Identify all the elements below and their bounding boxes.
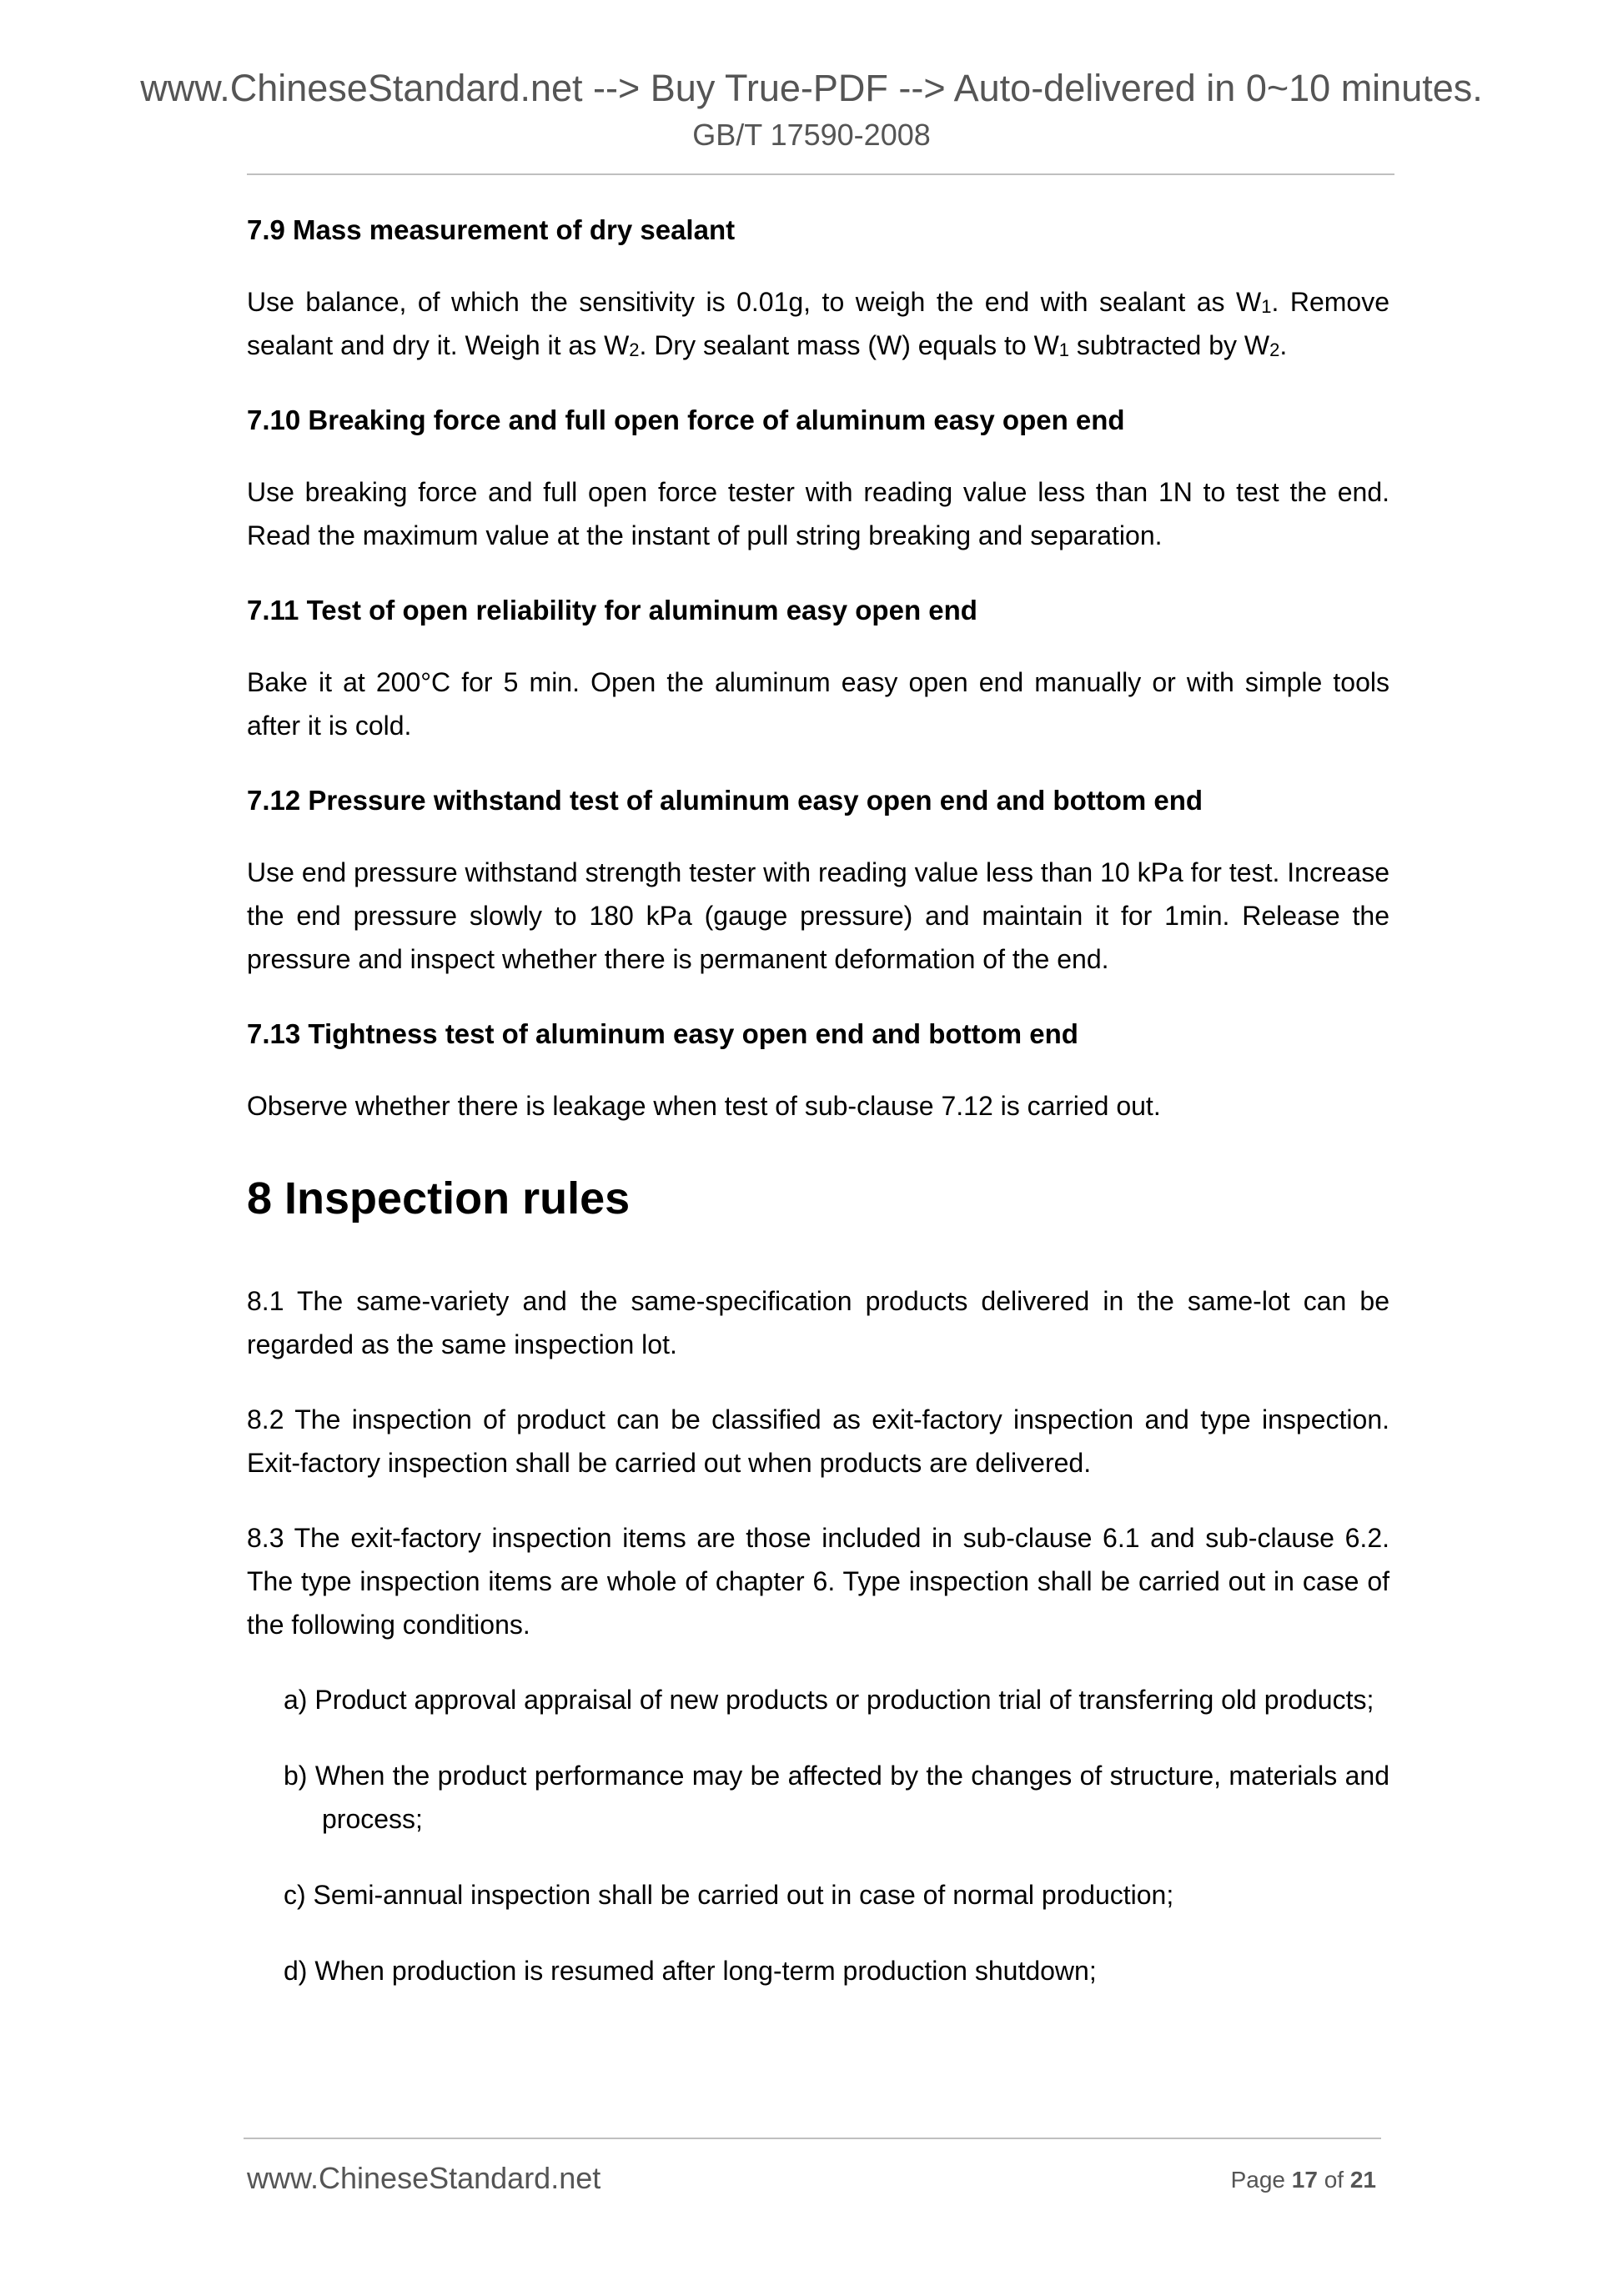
clause-7-13-heading: 7.13 Tightness test of aluminum easy open end and bottom end: [247, 1018, 1078, 1049]
list-item-a: a) Product approval appraisal of new products or production trial of transferring old products;: [284, 1685, 1374, 1715]
standard-code: GB/T 17590-2008: [692, 118, 931, 152]
list-item-b: b) When the product performance may be affected by the changes of structure, materials and process;: [284, 1761, 1389, 1834]
clause-7-9-text-5: .: [1279, 330, 1288, 360]
header-banner-link[interactable]: www.ChineseStandard.net --> Buy True-PDF --> Auto-delivered in 0~10 minutes.: [140, 67, 1483, 109]
page-of: of: [1324, 2167, 1344, 2193]
clause-7-9-text-4: subtracted by W: [1069, 330, 1270, 360]
clause-8-1: 8.1 The same-variety and the same-specification products delivered in the same-lot can be regarded as the same inspection lot.: [247, 1286, 1389, 1359]
page-current: 17: [1291, 2167, 1318, 2193]
clause-7-12-body: Use end pressure withstand strength tester with reading value less than 10 kPa for test. Increase the end pressure slowly to 180 kPa (gauge pressure) and maintain it for 1min. Release the pressure and inspect whether there is permanent deformation of the end.: [247, 857, 1389, 974]
clause-7-12-heading: 7.12 Pressure withstand test of aluminum easy open end and bottom end: [247, 785, 1203, 816]
header-divider: [247, 173, 1394, 175]
subscript-4: 2: [1269, 339, 1280, 360]
page-total: 21: [1349, 2167, 1376, 2193]
subscript-3: 1: [1058, 339, 1070, 360]
clause-7-9-heading: 7.9 Mass measurement of dry sealant: [247, 214, 736, 245]
clause-7-10-heading: 7.10 Breaking force and full open force of aluminum easy open end: [247, 404, 1125, 435]
subscript-2: 2: [629, 339, 640, 360]
chapter-8-heading: 8 Inspection rules: [247, 1173, 631, 1223]
list-item-c: c) Semi-annual inspection shall be carried out in case of normal production;: [284, 1880, 1174, 1910]
clause-7-11-heading: 7.11 Test of open reliability for aluminum easy open end: [247, 595, 977, 625]
clause-7-10-body: Use breaking force and full open force tester with reading value less than 1N to test the end. Read the maximum value at the instant of pull string breaking and separation.: [247, 477, 1389, 550]
footer-divider: [244, 2138, 1381, 2139]
page-label: Page: [1230, 2167, 1285, 2193]
document-body: [247, 208, 1389, 2025]
clause-7-9-body: [247, 280, 1389, 367]
subscript-1: 1: [1261, 296, 1272, 317]
clause-7-9-text-1: Use balance, of which the sensitivity is 0.01g, to weigh the end with sealant as W: [247, 287, 1262, 317]
clause-8-2: 8.2 The inspection of product can be classified as exit-factory inspection and type inspection. Exit-factory inspection shall be carried out when products are delivered.: [247, 1404, 1389, 1478]
clause-7-9-text-3: . Dry sealant mass (W) equals to W: [639, 330, 1059, 360]
page-indicator: [1231, 2165, 1376, 2195]
clause-8-3: 8.3 The exit-factory inspection items are those included in sub-clause 6.1 and sub-clause 6.2. The type inspection items are whole of chapter 6. Type inspection shall be carried out in case of the following conditions.: [247, 1523, 1389, 1640]
clause-7-11-body: Bake it at 200°C for 5 min. Open the aluminum easy open end manually or with simple tools after it is cold.: [247, 667, 1389, 741]
footer-site-link[interactable]: www.ChineseStandard.net: [247, 2161, 601, 2195]
clause-7-13-body: Observe whether there is leakage when test of sub-clause 7.12 is carried out.: [247, 1091, 1161, 1121]
list-item-d: d) When production is resumed after long-term production shutdown;: [284, 1956, 1097, 1986]
clause-7-9-text-2: . Remove sealant and dry it. Weigh it as W: [247, 287, 1390, 360]
